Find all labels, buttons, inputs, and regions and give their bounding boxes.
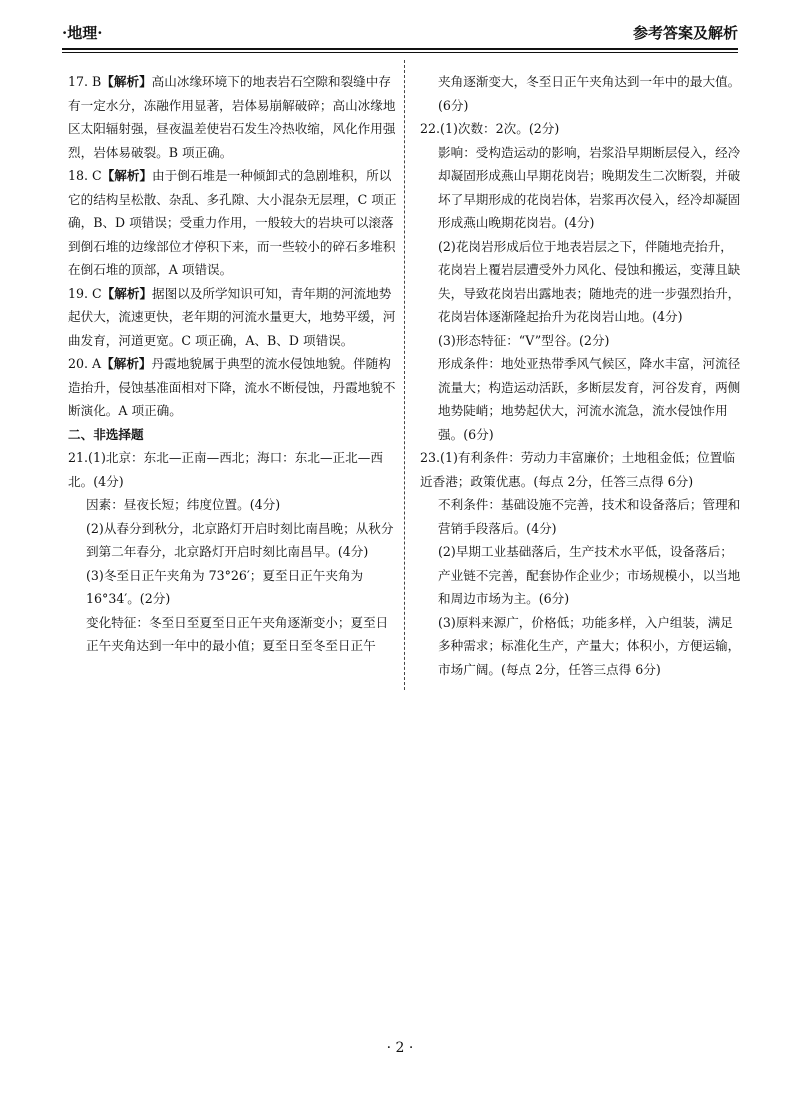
answer-text: (3)形态特征：“V”型谷。(2分) (438, 332, 610, 348)
page-number: · 2 · (386, 1040, 414, 1056)
answer-text: (1)北京：东北—正南—西北；海口：东北—正北—西北。(4分) (68, 450, 383, 489)
left-column (68, 70, 398, 658)
analysis-tag: 【解析】 (101, 285, 153, 301)
answer-21-part1 (68, 446, 398, 493)
page-header (62, 22, 738, 46)
answer-23-part1 (420, 446, 742, 493)
question-number: 17. B (68, 74, 102, 89)
answer-text: (1)次数：2次。(2分) (440, 121, 560, 136)
question-number: 19. C (68, 285, 102, 301)
answer-21 (68, 446, 398, 658)
answer-22 (420, 117, 742, 446)
question-number: 22. (420, 121, 441, 136)
analysis-tag: 【解析】 (101, 356, 152, 371)
section-heading: 二、非选择题 (68, 426, 144, 442)
answer-text: (2)花岗岩形成后位于地表岩层之下，伴随地壳抬升，花岗岩上覆岩层遭受外力风化、侵蚀和搬运，变薄且缺失，导致花岗岩出露地表；随地壳的进一步强烈抬升，花岗岩体逐渐隆起抬升为花岗岩山地。(4分) (438, 238, 741, 324)
answer-text: 因素：昼夜长短；纬度位置。(4分) (86, 497, 281, 512)
question-number: 21. (68, 450, 89, 465)
question-number: 18. C (68, 168, 102, 183)
answer-text: (1)有利条件：劳动力丰富廉价；土地租金低；位置临近香港；政策优惠。(每点 2分，任答三点得 6分) (420, 450, 735, 489)
answer-text: 不利条件：基础设施不完善，技术和设备落后；管理和营销手段落后。(4分) (438, 497, 741, 536)
answer-18 (68, 164, 398, 282)
answer-text: 据图以及所学知识可知，青年期的河流地势起伏大，流速更快，老年期的河流水量更大，地势平缓，河曲发育，河道更宽。C 项正确，A、B、D 项错误。 (68, 285, 396, 348)
subject-label: ·地理· (62, 24, 103, 42)
answer-22-part1 (420, 117, 742, 141)
answer-text: 形成条件：地处亚热带季风气候区，降水丰富，河流径流量大；构造运动活跃，多断层发育，河谷发育，两侧地势陡峭；地势起伏大，河流水流急，流水侵蚀作用强。(6分) (438, 356, 741, 442)
answer-text: (2)早期工业基础落后，生产技术水平低，设备落后；产业链不完善，配套协作企业少；市场规模小，以当地和周边市场为主。(6分) (438, 544, 741, 606)
answer-text: (3)原料来源广，价格低；功能多样，入户组装，满足多种需求；标准化生产，产量大；体积小，方便运输，市场广阔。(每点 2分，任答三点得 6分) (438, 614, 741, 677)
answer-text: 高山冰缘环境下的地表岩石空隙和裂缝中存有一定水分，冻融作用显著，岩体易崩解破碎；高山冰缘地区太阳辐射强，昼夜温差使岩石发生冷热收缩，风化作用强烈，岩体易破裂。B 项正确。 (68, 74, 396, 160)
analysis-tag: 【解析】 (101, 168, 153, 183)
answer-text: 丹霞地貌属于典型的流水侵蚀地貌。伴随构造抬升，侵蚀基准面相对下降，流水不断侵蚀，丹霞地貌不断演化。A 项正确。 (68, 356, 396, 418)
answer-text: (2)从春分到秋分，北京路灯开启时刻比南昌晚；从秋分到第二年春分，北京路灯开启时刻比南昌早。(4分) (86, 520, 394, 559)
answer-20 (68, 352, 398, 423)
answer-text: 变化特征：冬至日至夏至日正午夹角逐渐变小；夏至日正午夹角达到一年中的最小值；夏至日至冬至日正午 (86, 614, 389, 653)
column-divider (404, 60, 405, 690)
answer-21-continued: 夹角逐渐变大，冬至日正午夹角达到一年中的最大值。(6分) (438, 74, 741, 113)
answer-text: (3)冬至日正午夹角为 73°26′；夏至日正午夹角为 16°34′。(2分) (86, 567, 364, 606)
question-number: 23. (420, 450, 441, 465)
answer-key-title: 参考答案及解析 (632, 24, 738, 42)
answer-23 (420, 446, 742, 681)
header-rule-thin (62, 52, 738, 53)
question-number: 20. A (68, 356, 102, 371)
answer-19 (68, 282, 398, 353)
header-rule-thick (62, 48, 738, 50)
answer-text: 影响：受构造运动的影响，岩浆沿早期断层侵入，经冷却凝固形成燕山早期花岗岩；晚期发生二次断裂，并破坏了早期形成的花岗岩体，岩浆再次侵入，经冷却凝固形成燕山晚期花岗岩。(4分) (438, 144, 741, 230)
answer-17 (68, 70, 398, 164)
answer-text: 由于倒石堆是一种倾卸式的急剧堆积，所以它的结构呈松散、杂乱、多孔隙、大小混杂无层理，C 项正确，B、D 项错误；受重力作用，一般较大的岩块可以滚落到倒石堆的边缘部位才停积下来，而一些较小的碎石多堆积在倒石堆的顶部，A 项错误。 (68, 168, 397, 277)
analysis-tag: 【解析】 (101, 74, 152, 89)
right-column (420, 70, 742, 681)
